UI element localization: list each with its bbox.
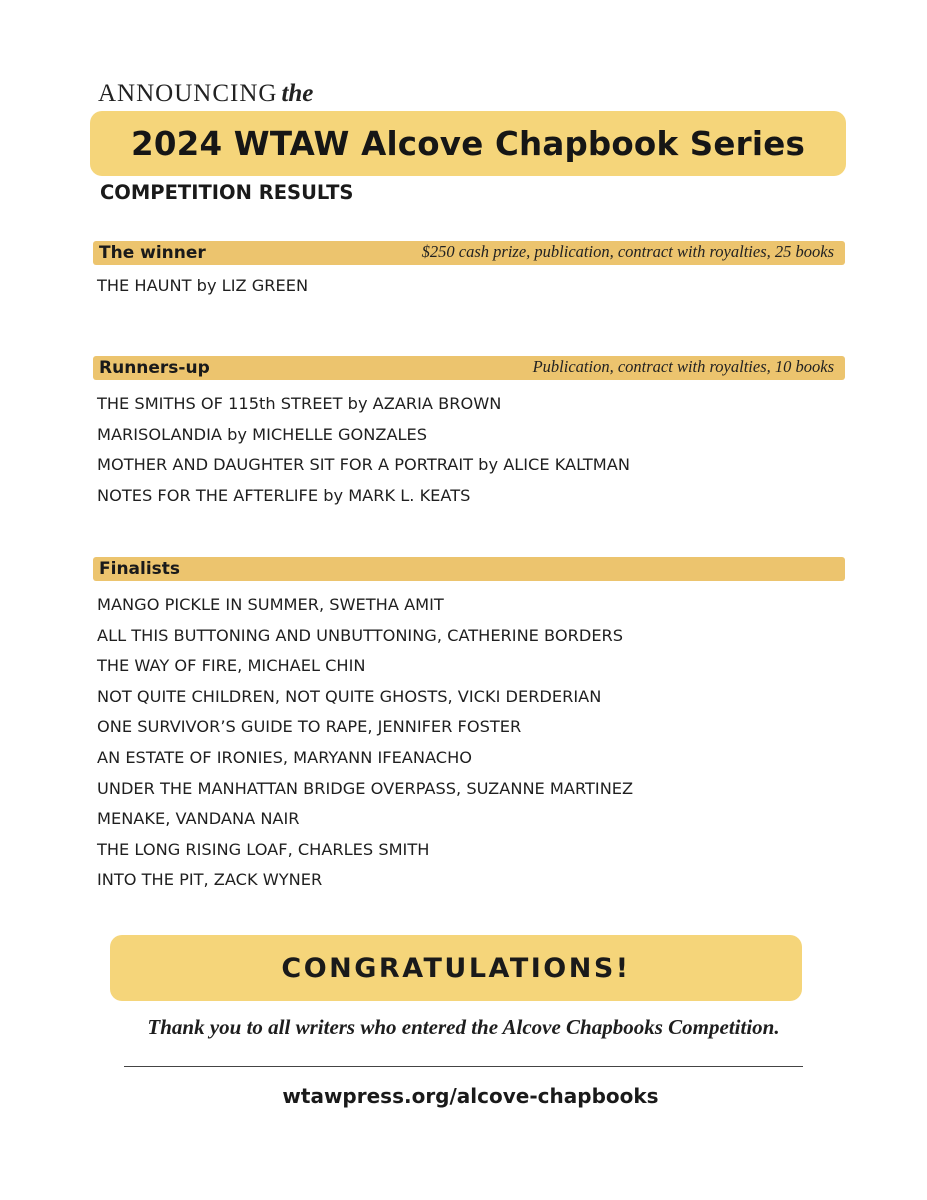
footer-divider xyxy=(124,1066,803,1067)
finalist-entry: NOT QUITE CHILDREN, NOT QUITE GHOSTS, VICKI DERDERIAN xyxy=(97,686,602,706)
runners-up-section-bar xyxy=(93,356,845,380)
finalists-section-title: Finalists xyxy=(99,559,181,579)
finalist-entry: THE WAY OF FIRE, MICHAEL CHIN xyxy=(97,656,366,676)
congratulations-text: CONGRATULATIONS! xyxy=(281,952,631,984)
winner-section-bar xyxy=(93,241,845,265)
finalist-entry: THE LONG RISING LOAF, CHARLES SMITH xyxy=(97,839,430,859)
announcing-word: ANNOUNCING xyxy=(98,80,278,107)
website-url: wtawpress.org/alcove-chapbooks xyxy=(282,1084,659,1108)
finalist-entry: ONE SURVIVOR’S GUIDE TO RAPE, JENNIFER FOSTER xyxy=(97,717,522,737)
announcing-label xyxy=(98,80,313,108)
finalists-section-bar xyxy=(93,557,845,581)
page-subtitle: COMPETITION RESULTS xyxy=(100,181,354,204)
announcing-the: the xyxy=(281,80,314,107)
congratulations-banner xyxy=(110,935,802,1001)
runner-up-entry: NOTES FOR THE AFTERLIFE by MARK L. KEATS xyxy=(97,485,471,505)
runner-up-entry: THE SMITHS OF 115th STREET by AZARIA BROWN xyxy=(97,394,502,413)
thank-you-note: Thank you to all writers who entered the Alcove Chapbooks Competition. xyxy=(147,1015,780,1039)
finalist-entry: ALL THIS BUTTONING AND UNBUTTONING, CATHERINE BORDERS xyxy=(97,625,624,645)
finalist-entry: AN ESTATE OF IRONIES, MARYANN IFEANACHO xyxy=(97,747,472,767)
finalist-entry: INTO THE PIT, ZACK WYNER xyxy=(97,870,323,890)
finalists-list xyxy=(97,590,633,896)
runner-up-entry: MOTHER AND DAUGHTER SIT FOR A PORTRAIT by ALICE KALTMAN xyxy=(97,455,630,475)
finalist-entry: UNDER THE MANHATTAN BRIDGE OVERPASS, SUZANNE MARTINEZ xyxy=(97,778,634,798)
finalist-entry: MENAKE, VANDANA NAIR xyxy=(97,809,300,829)
title-banner xyxy=(90,111,846,176)
finalist-entry: MANGO PICKLE IN SUMMER, SWETHA AMIT xyxy=(97,595,444,614)
runners-up-prize-note: Publication, contract with royalties, 10 books xyxy=(532,357,834,376)
winner-section-title: The winner xyxy=(99,243,206,263)
page-title: 2024 WTAW Alcove Chapbook Series xyxy=(131,124,805,163)
runner-up-entry: MARISOLANDIA by MICHELLE GONZALES xyxy=(97,424,428,444)
winner-prize-note: $250 cash prize, publication, contract with royalties, 25 books xyxy=(421,242,834,261)
runners-up-section-title: Runners-up xyxy=(99,358,210,378)
winner-entry: THE HAUNT by LIZ GREEN xyxy=(97,276,309,295)
winner-list xyxy=(97,271,308,302)
runners-up-list xyxy=(97,389,630,511)
